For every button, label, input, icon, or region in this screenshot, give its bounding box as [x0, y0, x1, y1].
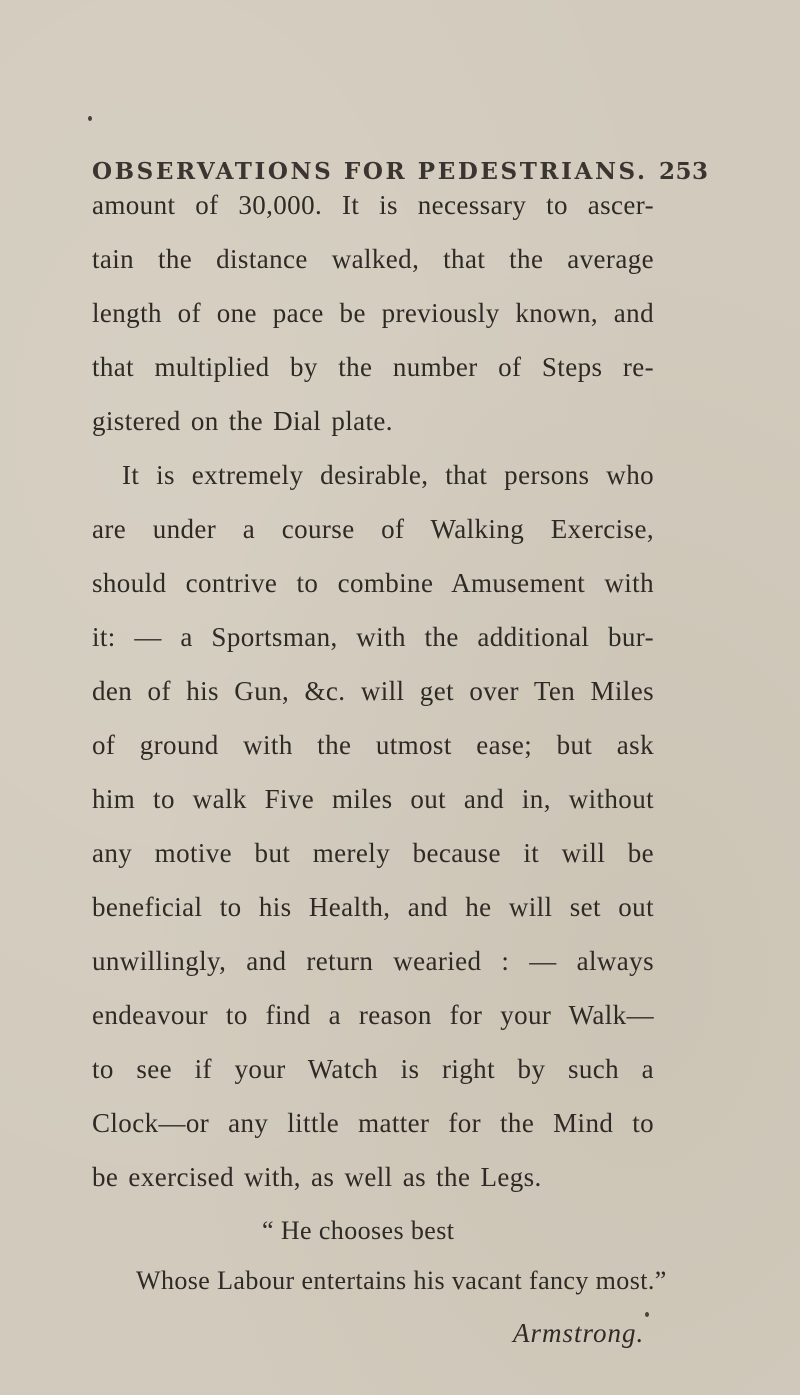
text-line: den of his Gun, &c. will get over Ten Miles: [92, 676, 654, 706]
text-line: that multiplied by the number of Steps re-: [92, 352, 654, 382]
text-line: of ground with the utmost ease; but ask: [92, 730, 654, 760]
text-line: Clock—or any little matter for the Mind to: [92, 1108, 654, 1138]
text-line: any motive but merely because it will be: [92, 838, 654, 868]
text-line: amount of 30,000. It is necessary to ascer-: [92, 190, 654, 220]
paragraph-start-line: It is extremely desirable, that persons who: [122, 460, 654, 490]
quotation-line-2: Whose Labour entertains his vacant fancy most.”: [136, 1266, 667, 1295]
quotation-attribution: Armstrong.: [513, 1318, 645, 1348]
running-head: [92, 158, 709, 185]
text-line: tain the distance walked, that the average: [92, 244, 654, 274]
text-line: him to walk Five miles out and in, without: [92, 784, 654, 814]
page-number: 253: [659, 158, 709, 185]
text-line: beneficial to his Health, and he will set out: [92, 892, 654, 922]
text-line: be exercised with, as well as the Legs.: [92, 1162, 542, 1192]
text-line: to see if your Watch is right by such a: [92, 1054, 654, 1084]
ink-speck: [88, 116, 92, 121]
running-head-title: OBSERVATIONS FOR PEDESTRIANS.: [92, 158, 648, 185]
text-line: length of one pace be previously known, and: [92, 298, 654, 328]
text-line: gistered on the Dial plate.: [92, 406, 393, 436]
text-line: unwillingly, and return wearied : — always: [92, 946, 654, 976]
text-line: it: — a Sportsman, with the additional bur-: [92, 622, 654, 652]
ink-speck: [645, 1312, 649, 1317]
text-line: should contrive to combine Amusement with: [92, 568, 654, 598]
text-line: endeavour to find a reason for your Walk—: [92, 1000, 654, 1030]
text-line: are under a course of Walking Exercise,: [92, 514, 654, 544]
quotation-line-1: “ He chooses best: [262, 1216, 455, 1245]
